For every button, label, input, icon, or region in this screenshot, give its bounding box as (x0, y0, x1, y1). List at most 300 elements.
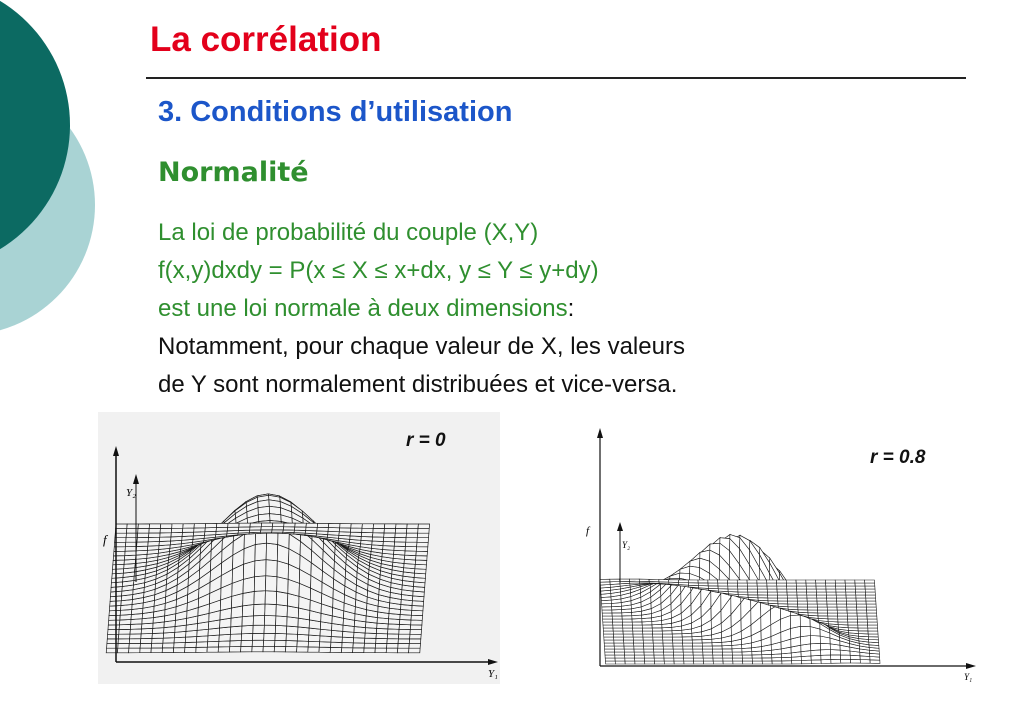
mesh-cell (623, 625, 633, 628)
mesh-cell (757, 589, 767, 592)
mesh-cell (673, 652, 683, 655)
mesh-cell (810, 636, 820, 644)
mesh-cell (351, 524, 363, 529)
f-axis-arrow (597, 428, 603, 438)
mesh-cell (383, 542, 395, 547)
mesh-cell (830, 650, 840, 655)
mesh-cell (742, 658, 752, 661)
mesh-cell (654, 661, 664, 664)
mesh-cell (400, 620, 412, 625)
mesh-cell (205, 523, 217, 527)
mesh-cell (788, 601, 798, 604)
mesh-cell (194, 524, 206, 528)
mesh-cell (835, 583, 845, 586)
mesh-cell (643, 640, 653, 643)
mesh-cell (858, 628, 868, 631)
mesh-cell (252, 640, 264, 646)
mesh-cell (130, 629, 142, 634)
mesh-cell (284, 523, 296, 527)
mesh-cell (614, 640, 624, 643)
mesh-cell (797, 592, 807, 595)
mesh-cell (703, 649, 713, 652)
mesh-cell (340, 524, 352, 528)
mesh-cell (682, 640, 692, 643)
mesh-cell (612, 613, 622, 616)
mesh-cell (672, 634, 682, 637)
mesh-cell (747, 583, 757, 586)
mesh-cell (149, 528, 161, 533)
mesh-cell (816, 586, 826, 589)
mesh-cell (693, 658, 703, 661)
mesh-cell (417, 538, 429, 543)
mesh-cell (836, 592, 846, 595)
mesh-cell (693, 655, 703, 658)
mesh-cell (275, 640, 287, 646)
mesh-cell (149, 524, 161, 529)
mesh-cell (604, 646, 614, 649)
mesh-cell (160, 524, 172, 529)
mesh-cell (846, 592, 856, 595)
axis-label-y2: Y₂ (622, 540, 631, 550)
mesh-cell (684, 661, 694, 664)
mesh-cell (629, 579, 639, 581)
mesh-cell (266, 543, 278, 561)
mesh-cell (339, 528, 351, 532)
mesh-cell (341, 648, 353, 653)
body-line-3 (158, 290, 888, 328)
mesh-cell (416, 556, 428, 561)
mesh-cell (633, 640, 643, 643)
mesh-cell (826, 595, 836, 598)
mesh-cell (698, 580, 708, 583)
mesh-cell (772, 658, 782, 661)
mesh-cell (207, 647, 219, 652)
mesh-cell (119, 629, 131, 634)
mesh-cell (328, 528, 340, 532)
surface-mesh-r0 (106, 494, 429, 653)
axis-label-f: f (103, 532, 107, 547)
mesh-cell (713, 658, 723, 661)
y2-axis-arrow (617, 522, 623, 531)
mesh-cell (732, 655, 742, 658)
mesh-cell (865, 583, 875, 586)
mesh-cell (639, 579, 649, 581)
mesh-cell (610, 579, 620, 582)
mesh-cell (826, 586, 836, 589)
mesh-cell (171, 532, 183, 537)
mesh-cell (605, 652, 615, 655)
mesh-cell (183, 524, 195, 529)
mesh-cell (140, 643, 152, 648)
mesh-cell (733, 658, 743, 661)
mesh-cell (654, 658, 664, 661)
mesh-cell (644, 649, 654, 652)
mesh-cell (718, 586, 728, 589)
mesh-cell (645, 661, 655, 664)
mesh-cell (229, 647, 241, 653)
mesh-cell (841, 659, 851, 663)
mesh-cell (856, 604, 866, 607)
mesh-cell (253, 616, 265, 626)
mesh-cell (603, 622, 613, 625)
mesh-cell (855, 580, 865, 583)
axis-label-y1: Y₁ (964, 672, 973, 682)
mesh-cell (837, 604, 847, 607)
mesh-cell (796, 580, 806, 583)
mesh-cell (317, 527, 329, 531)
body-line-4: Notamment, pour chaque valeur de X, les valeurs (158, 333, 685, 360)
mesh-cell (867, 622, 877, 625)
mesh-cell (837, 613, 847, 616)
mesh-cell (276, 605, 288, 617)
mesh-cell (831, 659, 841, 663)
mesh-cell (654, 649, 664, 652)
mesh-cell (826, 589, 836, 592)
mesh-cell (108, 625, 120, 630)
mesh-cell (828, 613, 838, 616)
mesh-cell (738, 592, 748, 595)
mesh-cell (149, 533, 161, 538)
mesh-cell (757, 586, 767, 589)
mesh-cell (644, 646, 654, 649)
mesh-cell (821, 655, 831, 660)
mesh-cell (723, 655, 733, 658)
mesh-cell (140, 648, 152, 653)
mesh-cell (163, 643, 175, 648)
mesh-cell (816, 592, 826, 595)
mesh-cell (678, 580, 688, 583)
mesh-cell (242, 605, 254, 617)
mesh-cell (137, 542, 149, 547)
mesh-cell (395, 533, 407, 538)
mesh-cell (752, 655, 762, 658)
section-subtitle: 3. Conditions d’utilisation (158, 96, 513, 128)
mesh-cell (777, 586, 787, 589)
mesh-cell (743, 661, 753, 664)
mesh-cell (837, 610, 847, 613)
mesh-cell (384, 533, 396, 538)
mesh-cell (664, 661, 674, 664)
mesh-cell (182, 532, 194, 536)
mesh-cell (397, 648, 409, 653)
mesh-cell (602, 616, 612, 619)
mesh-cell (328, 523, 340, 527)
mesh-cell (118, 639, 130, 644)
mesh-cell (255, 543, 267, 561)
mesh-cell (394, 546, 406, 551)
mesh-cell (838, 616, 848, 619)
mesh-cell (858, 625, 868, 628)
mesh-cell (673, 649, 683, 652)
mesh-cell (243, 591, 255, 606)
mesh-cell (683, 643, 693, 646)
mesh-cell (806, 580, 816, 583)
mesh-cell (797, 598, 807, 601)
mesh-cell (723, 661, 733, 664)
axis-label-y1: Y₁ (488, 668, 498, 680)
mesh-cell (846, 589, 856, 592)
mesh-cell (867, 610, 877, 613)
mesh-cell (275, 633, 287, 640)
mesh-cell (643, 634, 653, 637)
mesh-cell (847, 610, 857, 613)
mesh-cell (737, 583, 747, 586)
mesh-cell (728, 583, 738, 586)
mesh-cell (308, 641, 320, 647)
mesh-cell (276, 591, 288, 606)
mesh-cell (713, 652, 723, 655)
mesh-cell (865, 580, 875, 583)
mesh-cell (693, 649, 703, 652)
mesh-cell (365, 633, 377, 638)
mesh-cell (762, 661, 772, 664)
surface-plot-r0 (98, 412, 500, 684)
mesh-cell (405, 547, 417, 552)
mesh-cell (633, 631, 643, 634)
mesh-cell (767, 592, 777, 595)
mesh-cell (752, 661, 762, 664)
mesh-cell (410, 625, 422, 630)
mesh-cell (375, 643, 387, 648)
mesh-cell (295, 523, 307, 527)
mesh-cell (845, 583, 855, 586)
mesh-cell (737, 580, 747, 583)
mesh-cell (286, 626, 298, 634)
body-line-5: de Y sont normalement distribuées et vice-versa. (158, 371, 678, 398)
mesh-cell (418, 529, 430, 534)
mesh-cell (136, 546, 148, 551)
mesh-cell (614, 646, 624, 649)
mesh-cell (265, 604, 277, 616)
mesh-cell (353, 638, 365, 643)
mesh-cell (241, 640, 253, 646)
mesh-cell (634, 643, 644, 646)
mesh-cell (361, 532, 373, 537)
mesh-cell (644, 652, 654, 655)
mesh-cell (319, 642, 331, 648)
mesh-cell (866, 604, 876, 607)
mesh-cell (856, 592, 866, 595)
mesh-cell (664, 655, 674, 658)
mesh-cell (255, 560, 267, 577)
mesh-cell (261, 527, 273, 530)
mesh-cell (386, 648, 398, 653)
mesh-cell (723, 658, 733, 661)
f-axis-arrow (113, 446, 119, 456)
surface-mesh-r08 (600, 535, 880, 665)
mesh-cell (317, 523, 329, 527)
mesh-cell (868, 634, 878, 637)
mesh-cell (702, 643, 712, 646)
mesh-cell (409, 648, 421, 653)
mesh-cell (129, 643, 141, 648)
mesh-cell (264, 625, 276, 633)
mesh-cell (817, 604, 827, 607)
mesh-cell (673, 643, 683, 646)
mesh-cell (684, 658, 694, 661)
mesh-cell (623, 631, 633, 634)
mesh-cell (787, 595, 797, 598)
decorative-circles (0, 0, 110, 340)
mesh-cell (239, 527, 251, 531)
mesh-cell (855, 589, 865, 592)
mesh-cell (858, 622, 868, 625)
mesh-cell (306, 523, 318, 527)
mesh-cell (151, 643, 163, 648)
mesh-cell (817, 601, 827, 604)
mesh-cell (295, 527, 307, 531)
mesh-cell (160, 533, 172, 538)
mesh-cell (285, 647, 297, 653)
mesh-cell (387, 634, 399, 639)
body-line-3-colon: : (567, 295, 575, 322)
mesh-cell (148, 537, 160, 542)
mesh-cell (261, 523, 273, 527)
mesh-cell (125, 547, 137, 552)
mesh-cell (615, 658, 625, 661)
mesh-cell (652, 628, 662, 631)
mesh-cell (297, 634, 309, 641)
mesh-cell (614, 637, 624, 640)
mesh-cell (747, 586, 757, 589)
mesh-cell (712, 649, 722, 652)
mesh-cell (838, 622, 848, 625)
mesh-cell (196, 642, 208, 648)
title-divider (146, 77, 966, 79)
mesh-cell (867, 616, 877, 619)
body-text (158, 214, 888, 404)
mesh-cell (384, 524, 396, 529)
mesh-cell (194, 528, 206, 532)
correlation-label-r08: r = 0.8 (870, 447, 926, 468)
mesh-cell (738, 589, 748, 592)
mesh-cell (411, 620, 423, 625)
mesh-cell (868, 628, 878, 631)
mesh-cell (174, 643, 186, 648)
mesh-cell (239, 523, 251, 527)
mesh-cell (728, 586, 738, 589)
mesh-cell (362, 528, 374, 533)
mesh-cell (673, 646, 683, 649)
mesh-cell (767, 586, 777, 589)
mesh-cell (272, 523, 284, 527)
mesh-cell (207, 641, 219, 647)
mesh-cell (827, 610, 837, 613)
mesh-cell (615, 655, 625, 658)
mesh-cell (399, 624, 411, 629)
axis-label-f: f (586, 525, 590, 537)
mesh-cell (253, 633, 265, 640)
mesh-cell (777, 589, 787, 592)
mesh-cell (663, 646, 673, 649)
mesh-cell (653, 640, 663, 643)
mesh-cell (748, 589, 758, 592)
mesh-cell (856, 595, 866, 598)
mesh-cell (634, 655, 644, 658)
mesh-cell (722, 652, 732, 655)
mesh-cell (748, 595, 758, 598)
mesh-cell (407, 524, 419, 529)
mesh-cell (625, 661, 635, 664)
mesh-cell (125, 551, 137, 556)
mesh-cell (602, 613, 612, 616)
mesh-cell (674, 661, 684, 664)
mesh-cell (388, 624, 400, 629)
mesh-cell (263, 646, 275, 652)
mesh-cell (116, 524, 128, 529)
mesh-cell (151, 648, 163, 653)
mesh-cell (782, 661, 792, 664)
mesh-cell (605, 658, 615, 661)
mesh-cell (624, 649, 634, 652)
mesh-cell (622, 619, 632, 622)
mesh-cell (286, 634, 298, 641)
mesh-cell (762, 658, 772, 661)
mesh-cell (758, 592, 768, 595)
mesh-cell (632, 622, 642, 625)
mesh-cell (868, 625, 878, 628)
mesh-cell (787, 592, 797, 595)
mesh-cell (410, 634, 422, 639)
mesh-cell (836, 586, 846, 589)
mesh-cell (383, 537, 395, 542)
mesh-cell (674, 655, 684, 658)
mesh-cell (713, 661, 723, 664)
mesh-cell (387, 643, 399, 648)
mesh-cell (683, 646, 693, 649)
mesh-cell (373, 528, 385, 533)
mesh-cell (801, 636, 811, 646)
mesh-cell (254, 604, 266, 616)
mesh-cell (394, 542, 406, 547)
mesh-cell (797, 595, 807, 598)
mesh-cell (718, 580, 728, 583)
mesh-cell (274, 646, 286, 652)
mesh-cell (808, 610, 818, 613)
mesh-cell (120, 620, 132, 625)
mesh-cell (185, 647, 197, 652)
mesh-cell (674, 658, 684, 661)
mesh-cell (845, 580, 855, 583)
mesh-cell (152, 638, 164, 643)
mesh-cell (826, 592, 836, 595)
mesh-cell (109, 615, 121, 620)
mesh-cell (405, 542, 417, 547)
mesh-cell (807, 598, 817, 601)
mesh-cell (230, 634, 242, 641)
mesh-cell (865, 586, 875, 589)
mesh-cell (242, 625, 254, 634)
mesh-cell (738, 586, 748, 589)
mesh-cell (662, 634, 672, 637)
mesh-cell (252, 646, 263, 652)
mesh-cell (137, 537, 149, 542)
mesh-cell (613, 622, 623, 625)
mesh-cell (800, 626, 810, 636)
mesh-cell (692, 643, 702, 646)
mesh-cell (417, 542, 429, 547)
mesh-cell (847, 607, 857, 610)
mesh-cell (694, 661, 704, 664)
mesh-cell (847, 616, 857, 619)
mesh-cell (857, 607, 867, 610)
mesh-cell (387, 639, 399, 644)
mesh-cell (398, 634, 410, 639)
mesh-cell (376, 634, 388, 639)
mesh-cell (644, 658, 654, 661)
mesh-cell (806, 586, 816, 589)
mesh-cell (406, 533, 418, 538)
